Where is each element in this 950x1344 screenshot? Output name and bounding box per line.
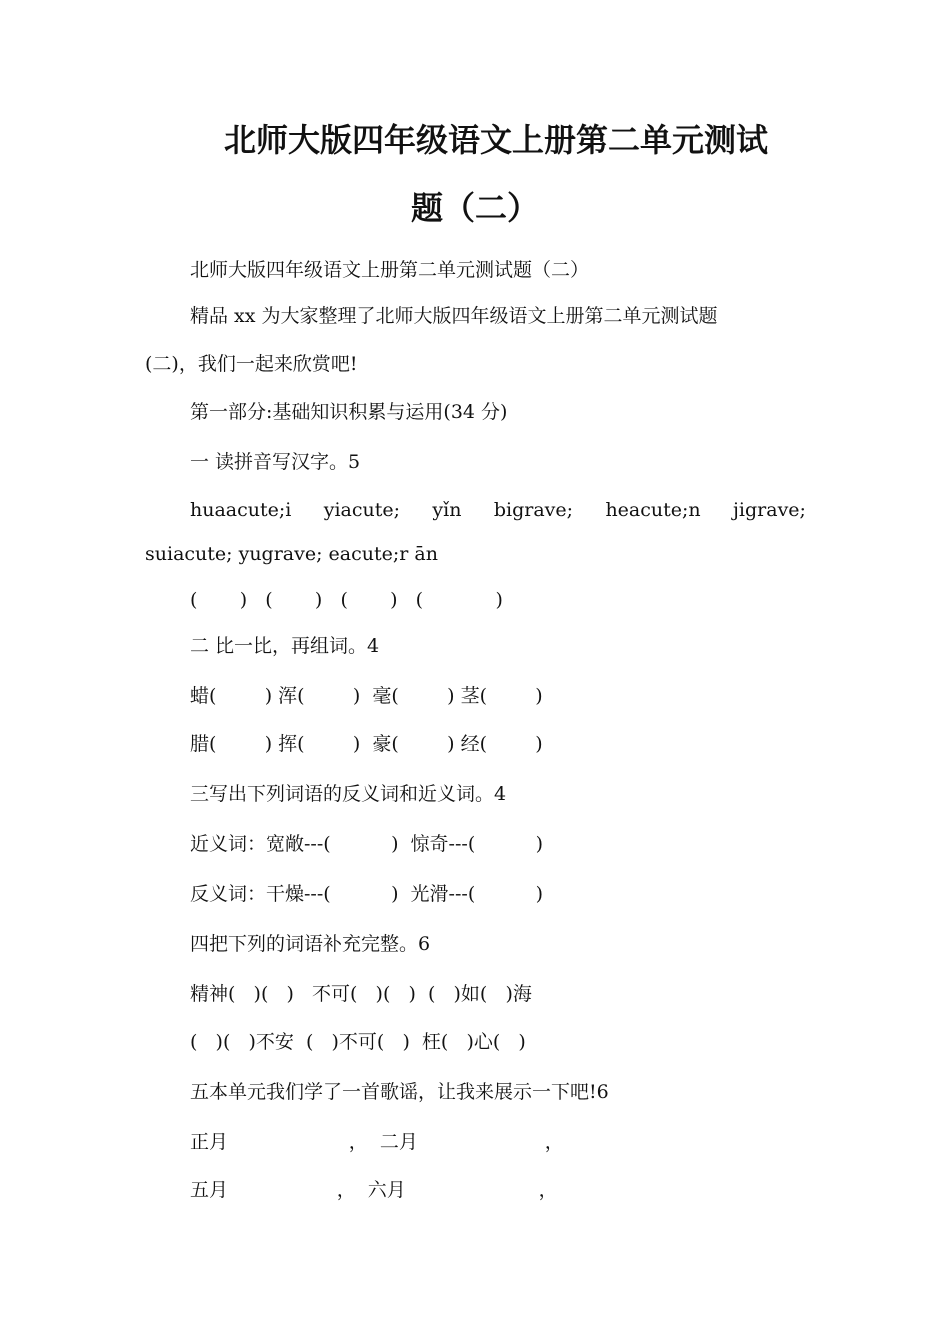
document-title-line2: 题（二） bbox=[410, 189, 539, 227]
question5-row2: 五月 ， 六月 ， bbox=[190, 1179, 558, 1201]
question3-synonyms-row: 近义词：宽敞---( ) 惊奇---( ) bbox=[190, 833, 544, 855]
question5-row1: 正月 ， 二月 ， bbox=[190, 1131, 564, 1153]
intro-description-line2: (二)，我们一起来欣赏吧! bbox=[145, 353, 358, 375]
document-title-line1: 北师大版四年级语文上册第二单元测试 bbox=[224, 121, 769, 159]
question4-row2: ( )( )不安 ( )不可( ) 枉( )心( ) bbox=[190, 1031, 526, 1053]
intro-description-line1: 精品 xx 为大家整理了北师大版四年级语文上册第二单元测试题 bbox=[190, 305, 718, 327]
question1-answer-blanks: ( ) ( ) ( ) ( ) bbox=[190, 589, 503, 611]
pinyin-word: huaacute;i bbox=[190, 499, 292, 521]
pinyin-word: bigrave; bbox=[493, 499, 574, 521]
question2-row2: 腊( ) 挥( ) 豪( ) 经( ) bbox=[190, 733, 543, 755]
question5-heading: 五本单元我们学了一首歌谣，让我来展示一下吧!6 bbox=[190, 1081, 609, 1103]
pinyin-word: yǐn bbox=[432, 499, 462, 521]
question2-row1: 蜡( ) 浑( ) 毫( ) 茎( ) bbox=[190, 685, 543, 707]
question3-antonyms-row: 反义词：干燥---( ) 光滑---( ) bbox=[190, 883, 544, 905]
pinyin-word: heacute;n bbox=[605, 499, 701, 521]
question1-pinyin-row bbox=[190, 496, 806, 524]
question4-row1: 精神( )( ) 不可( )( ) ( )如( )海 bbox=[190, 983, 532, 1005]
question1-pinyin-line2: suiacute; yugrave; eacute;r ān bbox=[145, 543, 438, 565]
question4-heading: 四把下列的词语补充完整。6 bbox=[190, 933, 431, 955]
question2-heading: 二 比一比，再组词。4 bbox=[190, 635, 380, 657]
question1-heading: 一 读拼音写汉字。5 bbox=[190, 451, 361, 473]
question3-heading: 三写出下列词语的反义词和近义词。4 bbox=[190, 783, 507, 805]
part1-heading: 第一部分:基础知识积累与运用(34 分) bbox=[190, 401, 508, 423]
pinyin-word: jigrave; bbox=[733, 499, 806, 521]
intro-heading: 北师大版四年级语文上册第二单元测试题（二） bbox=[190, 259, 590, 281]
pinyin-word: yiacute; bbox=[323, 499, 401, 521]
